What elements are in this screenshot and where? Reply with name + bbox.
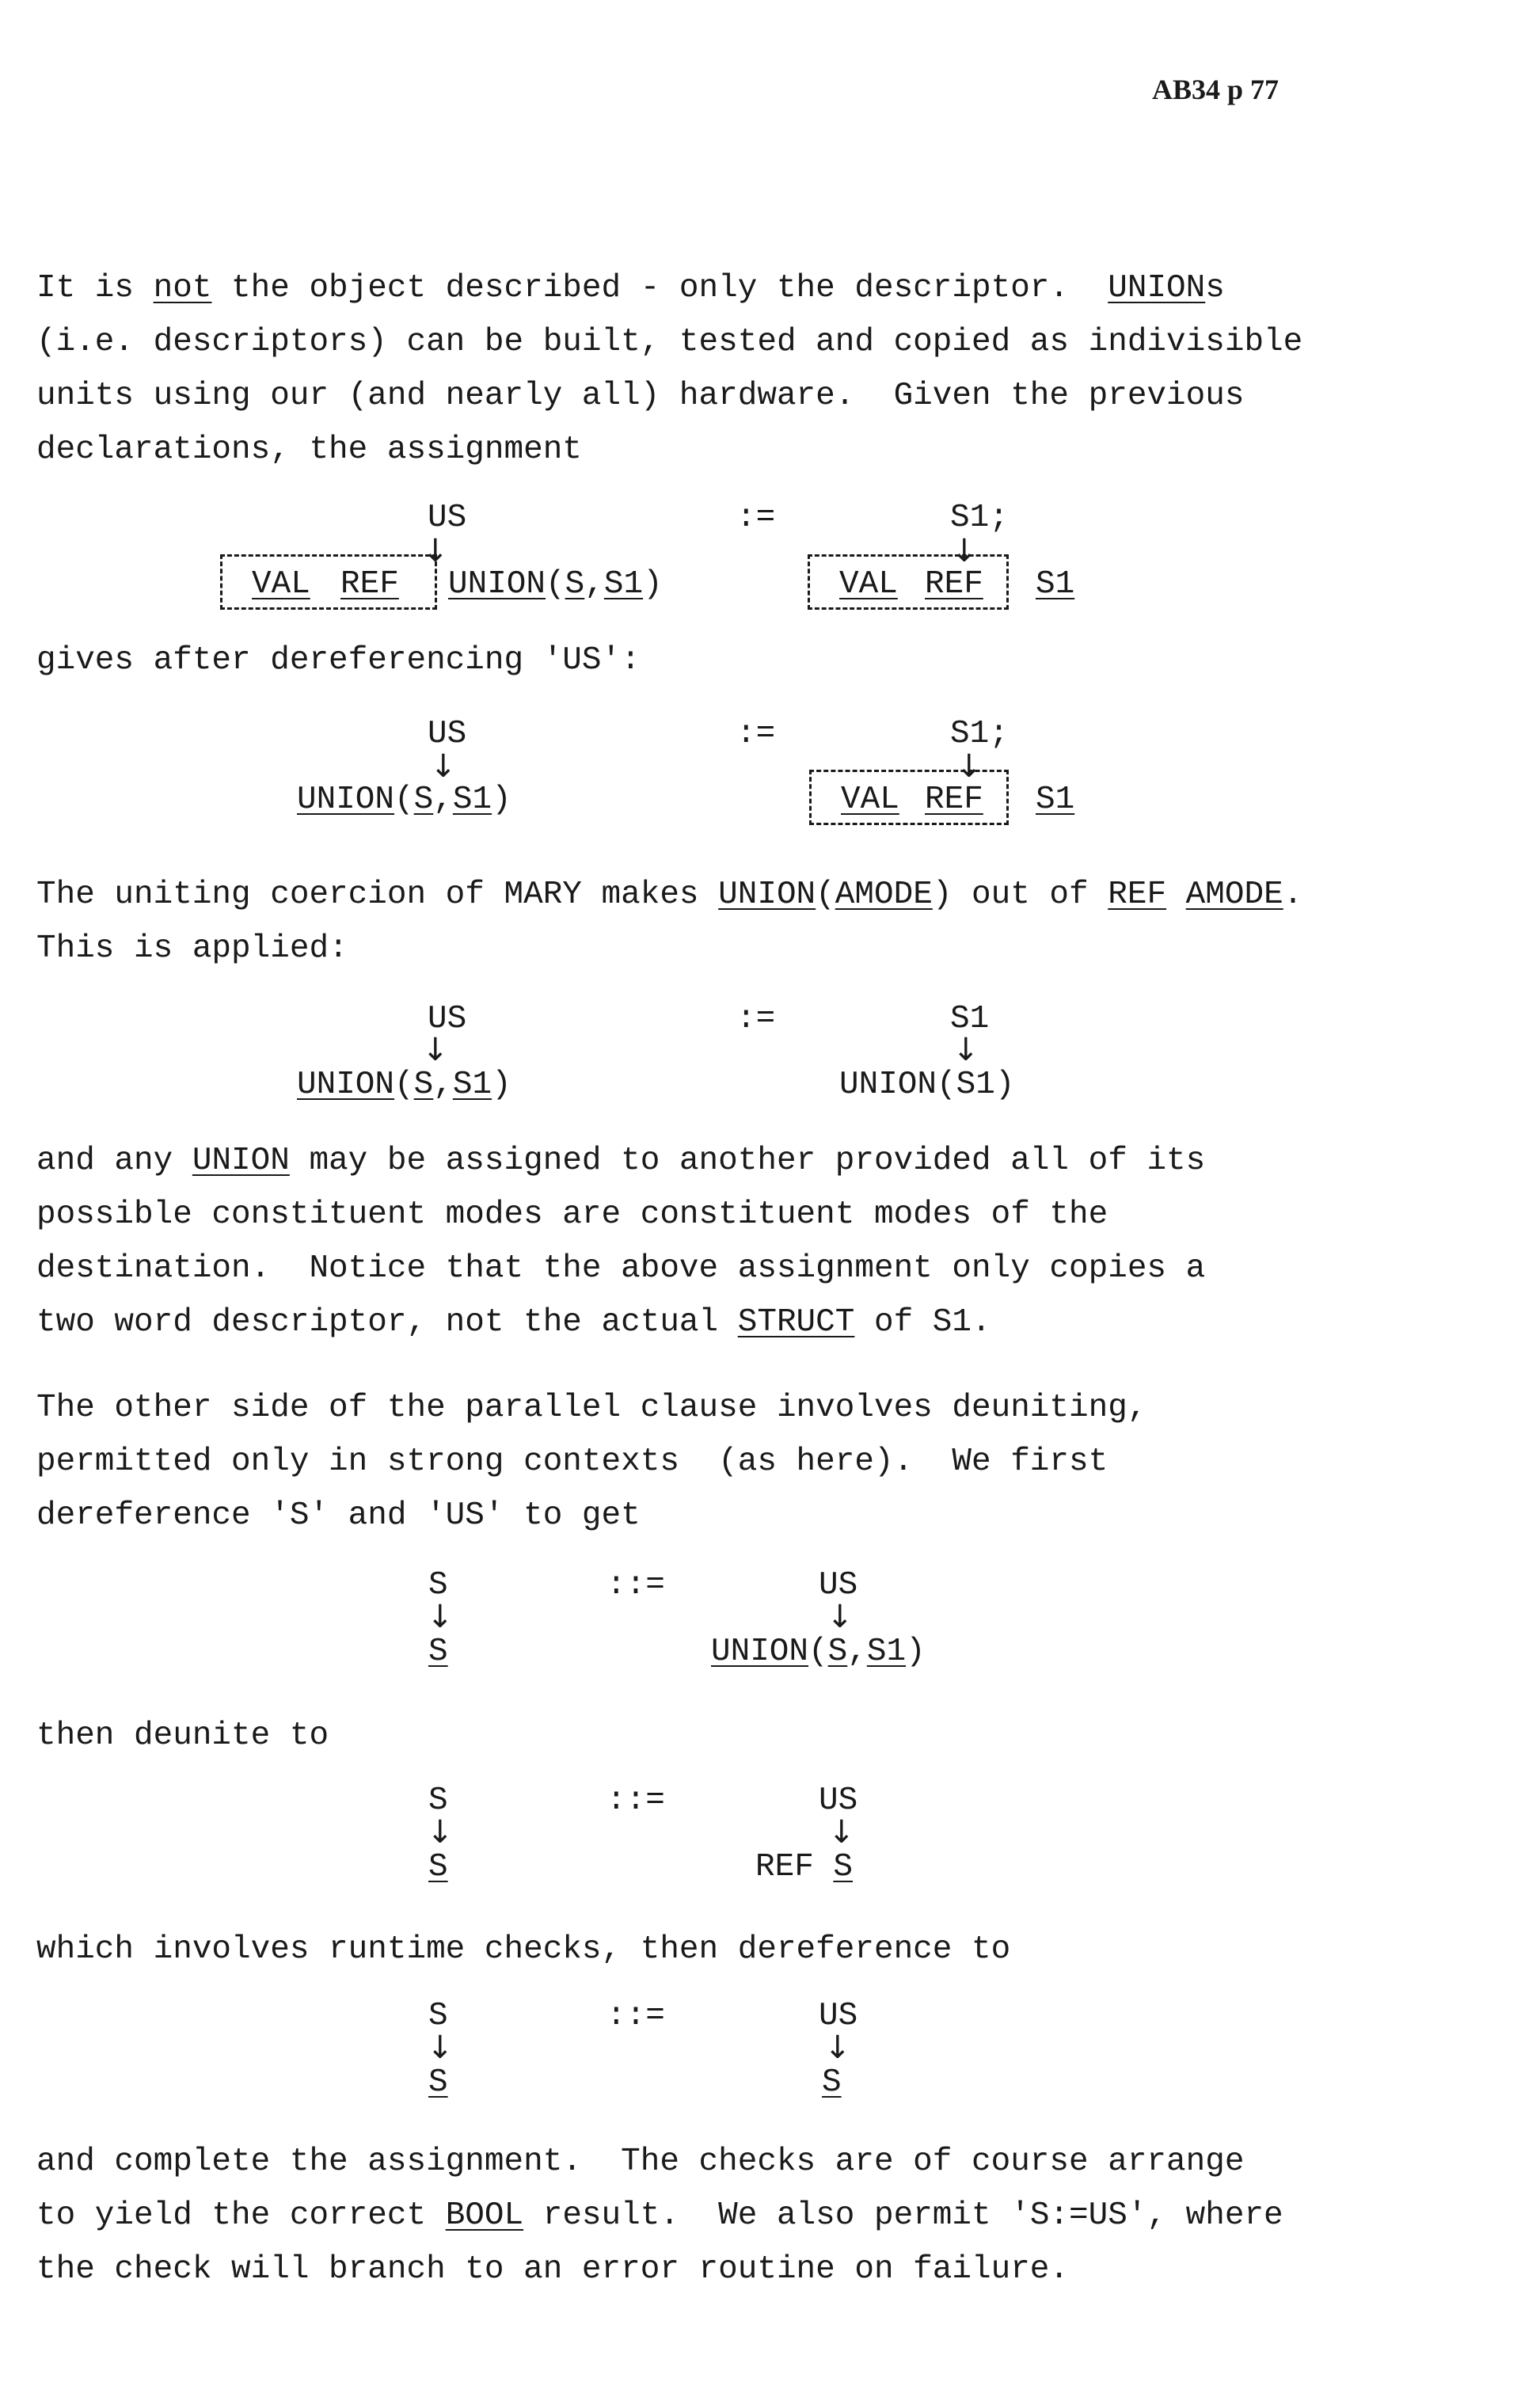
text: (i.e. descriptors) can be built, tested and copied as indivisible	[36, 324, 1303, 360]
arrow-down-icon: ↓	[427, 1599, 454, 1635]
s1-mode: S1	[1036, 566, 1075, 603]
arrow-down-icon: ↓	[951, 533, 978, 569]
arrow-down-icon: ↓	[827, 1599, 854, 1635]
text: s	[1205, 270, 1225, 306]
us-label: US	[428, 500, 467, 536]
s1-label: S1;	[950, 716, 1009, 752]
paragraph-3: The uniting coercion of MARY makes UNION(AMODE) out of REF AMODE. This is applied:	[36, 877, 1303, 967]
text: declarations, the assignment	[36, 432, 582, 468]
union-expr: UNION(S,S1)	[711, 1634, 926, 1670]
s-mode: S	[428, 1849, 448, 1885]
underlined-union: UNION	[1108, 270, 1206, 306]
s1-label: S1;	[950, 500, 1009, 536]
val-word: VAL	[841, 782, 899, 818]
arrow-down-icon: ↓	[430, 748, 457, 785]
arrow-down-icon: ↓	[422, 1032, 449, 1068]
page-header: AB34 p 77	[1152, 74, 1280, 105]
text: the object described - only the descriptor.	[211, 270, 1108, 306]
arrow-down-icon: ↓	[824, 2030, 851, 2066]
s-mode: S	[822, 2064, 842, 2101]
assign-op: :=	[736, 716, 776, 752]
s1-mode: S1	[1036, 782, 1075, 818]
us-label: US	[819, 1998, 858, 2034]
arrow-down-icon: ↓	[427, 1814, 454, 1851]
assign-op: :=	[736, 1001, 776, 1037]
union-expr: UNION(S,S1)	[448, 566, 663, 603]
union-s1: UNION(S1)	[839, 1067, 1015, 1103]
arrow-down-icon: ↓	[953, 1032, 979, 1068]
paragraph-4: and any UNION may be assigned to another provided all of its possible constituent modes are constituent modes of the destination. Notice that the above assignment only copies a two word descriptor, not the actual STRUCT of S1.	[36, 1143, 1206, 1341]
arrow-down-icon: ↓	[956, 748, 983, 785]
union-expr: UNION(S,S1)	[297, 1067, 511, 1103]
union-expr: UNION(S,S1)	[297, 782, 511, 818]
paragraph-2: gives after dereferencing 'US':	[36, 642, 641, 679]
arrow-down-icon: ↓	[828, 1814, 855, 1851]
s1-label: S1	[950, 1001, 990, 1037]
s-label: S	[428, 1782, 448, 1819]
val-word: VAL	[839, 566, 898, 603]
arrow-down-icon: ↓	[427, 2030, 454, 2066]
ref-s: REF S	[755, 1849, 854, 1885]
assign-op: :=	[736, 500, 776, 536]
ref-word: REF	[925, 566, 983, 603]
us-label: US	[819, 1567, 858, 1604]
arrow-down-icon: ↓	[422, 533, 449, 569]
us-label: US	[428, 1001, 467, 1037]
text: units using our (and nearly all) hardware. Given the previous	[36, 378, 1245, 414]
s-mode: S	[428, 2064, 448, 2101]
ref-word: REF	[925, 782, 983, 818]
assign-op: ::=	[606, 1782, 665, 1819]
assign-op: ::=	[606, 1567, 665, 1604]
assign-op: ::=	[606, 1998, 665, 2034]
underlined-not: not	[153, 270, 212, 306]
s-label: S	[428, 1567, 448, 1604]
paragraph-1	[36, 261, 1509, 477]
text: It is	[36, 270, 154, 306]
us-label: US	[428, 716, 467, 752]
paragraph-5: The other side of the parallel clause involves deuniting, permitted only in strong contexts (as here). We first dereference 'S' and 'US' to get	[36, 1390, 1147, 1534]
val-word: VAL	[252, 566, 310, 603]
paragraph-7: which involves runtime checks, then dereference to	[36, 1931, 1011, 1968]
s-mode: S	[428, 1634, 448, 1670]
paragraph-6: then deunite to	[36, 1718, 329, 1754]
s-label: S	[428, 1998, 448, 2034]
us-label: US	[819, 1782, 858, 1819]
ref-word: REF	[340, 566, 399, 603]
paragraph-8: and complete the assignment. The checks are of course arrange to yield the correct BOOL result. We also permit 'S:=US', where the check will branch to an error routine on failure.	[36, 2144, 1283, 2288]
